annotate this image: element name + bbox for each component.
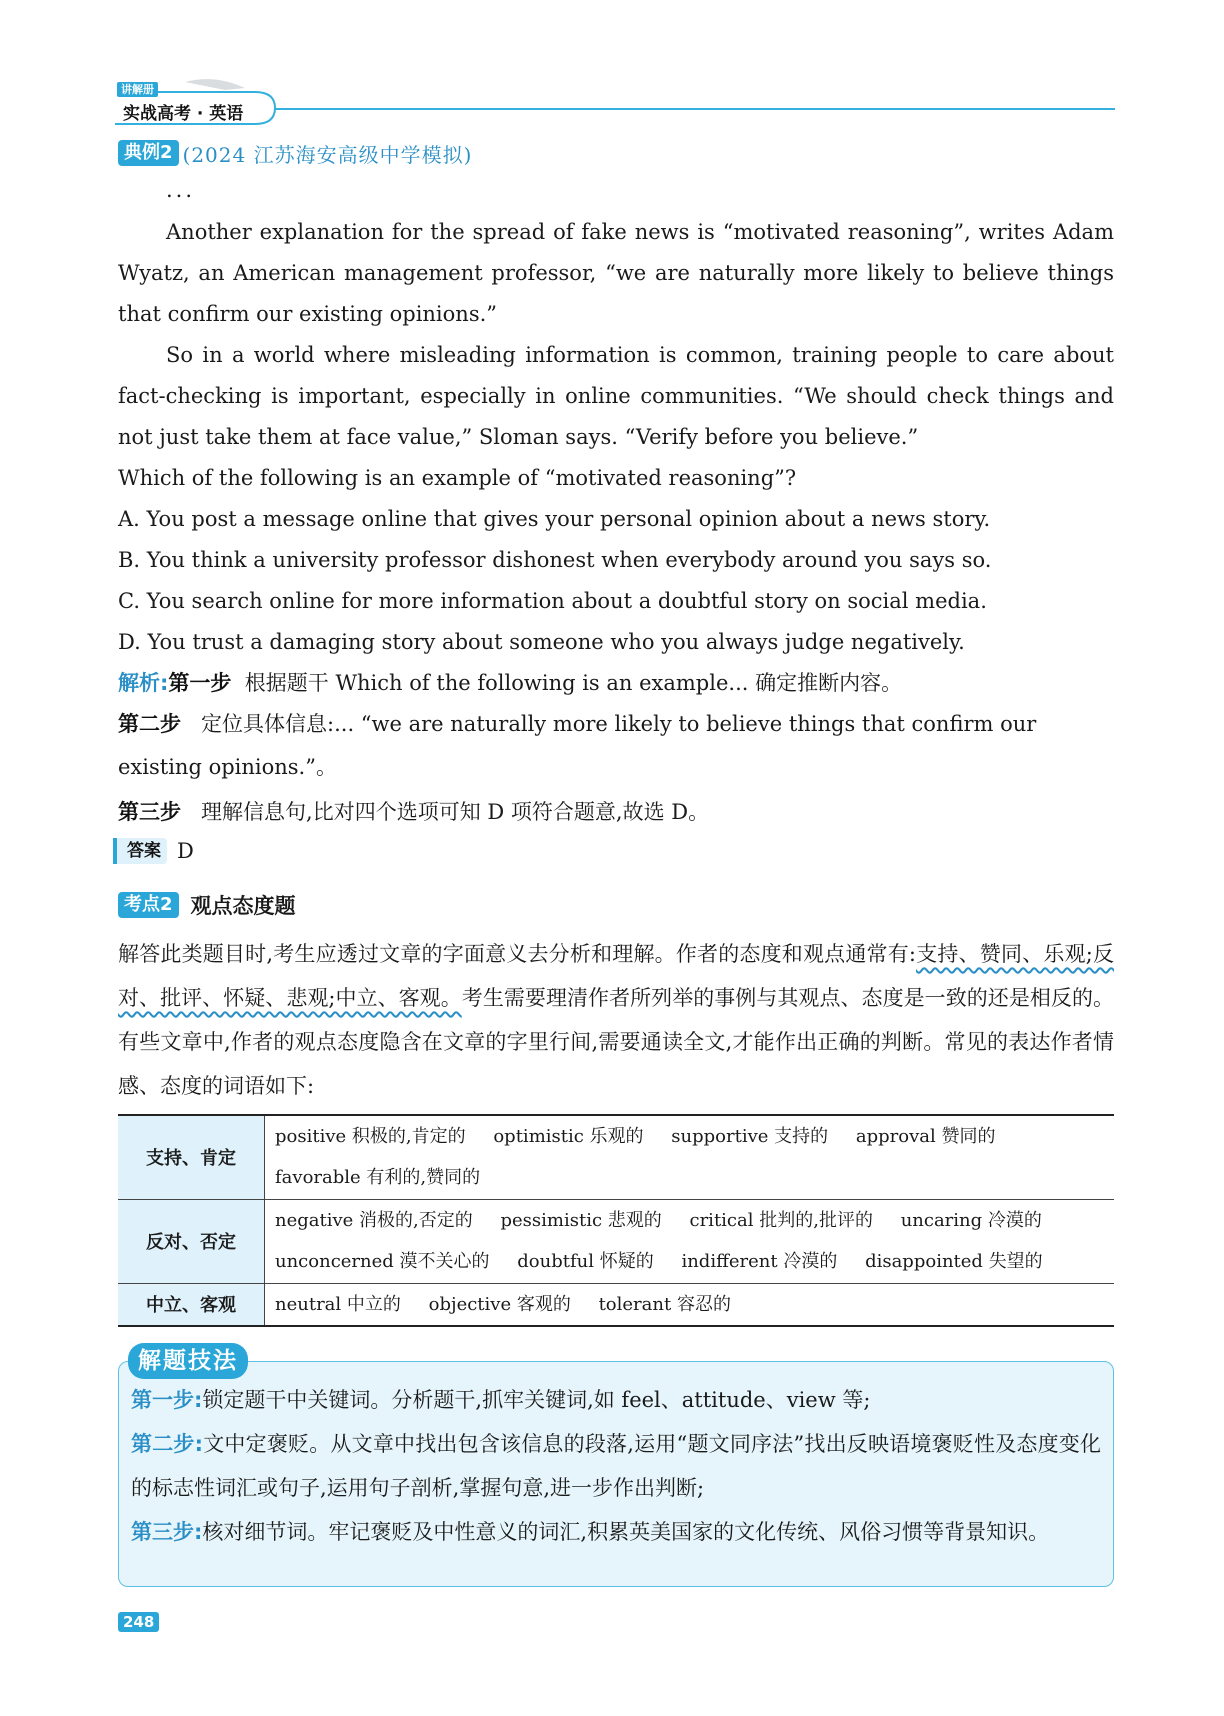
vocab-word: supportive 支持的 — [671, 1126, 829, 1148]
vocab-word: positive 积极的,肯定的 — [275, 1126, 466, 1148]
vocab-word: tolerant 容忍的 — [598, 1293, 731, 1315]
option-a: A. You post a message online that gives your personal opinion about a news story. — [118, 507, 991, 531]
header-rule — [275, 108, 1115, 110]
table-category: 反对、否定 — [118, 1199, 265, 1283]
section-title: 观点态度题 — [190, 894, 296, 918]
example-heading — [118, 138, 472, 168]
intro-text-start: 解答此类题目时,考生应透过文章的字面意义去分析和理解。作者的态度和观点通常有: — [118, 942, 917, 966]
vocab-word: favorable 有利的,赞同的 — [275, 1167, 481, 1189]
vocab-word: disappointed 失望的 — [865, 1251, 1043, 1272]
step-3-text: 理解信息句,比对四个选项可知 D 项符合题意,故选 D。 — [201, 800, 710, 824]
option-d: D. You trust a damaging story about someone who you always judge negatively. — [118, 630, 965, 654]
analysis-step-1 — [118, 663, 1114, 704]
option-b: B. You think a university professor dishonest when everybody around you says so. — [118, 548, 992, 572]
vocab-word: approval 赞同的 — [855, 1126, 996, 1148]
table-category: 支持、肯定 — [118, 1115, 265, 1199]
table-row — [118, 1199, 1114, 1283]
section-intro-paragraph — [118, 932, 1114, 1108]
attitude-vocab-table — [118, 1114, 1114, 1327]
answer-label: 答案 — [113, 838, 167, 864]
vocab-word: negative 消极的,否定的 — [275, 1210, 473, 1231]
answer-value: D — [177, 839, 194, 863]
vocab-word: critical 批判的,批评的 — [689, 1210, 873, 1231]
tips-title: 解题技法 — [128, 1343, 248, 1379]
table-words — [265, 1115, 1115, 1199]
example-source: (2024 江苏海安高级中学模拟) — [182, 142, 473, 167]
intro-text-end: 考生需要理清作者所列举的事例与其观点、态度是一致的还是相反的。有些文章中,作者的观点态度隐含在文章的字里行间,需要通读全文,才能作出正确的判断。常见的表达作者情感、态度的词语如下: — [118, 986, 1115, 1098]
tip-step-3 — [131, 1510, 1101, 1554]
book-title: 实战高考 · 英语 — [123, 104, 244, 124]
step-2-text-a: 定位具体信息:... “we are naturally more likely to believe things that confirm our — [201, 712, 1037, 736]
passage-paragraph-2: So in a world where misleading information is common, training people to care about fact-checking is important, especially in online communities. “We should check things and not just take them at face value,” Sloman says. “Verify before you believe.” — [118, 343, 1114, 449]
book-section-tag: 讲解册 — [117, 82, 158, 97]
vocab-word: uncaring 冷漠的 — [900, 1210, 1042, 1231]
tips-content — [131, 1378, 1101, 1554]
analysis-label: 解析: — [118, 671, 169, 695]
tip-step-3-text: 核对细节词。牢记褒贬及中性意义的词汇,积累英美国家的文化传统、风俗习惯等背景知识。 — [202, 1520, 1050, 1544]
vocab-word: objective 客观的 — [428, 1293, 571, 1315]
step-3-label: 第三步 — [118, 800, 181, 824]
tip-step-1 — [131, 1378, 1101, 1422]
step-1-label: 第一步 — [168, 671, 232, 695]
analysis-step-2 — [118, 704, 1114, 745]
step-2-label: 第二步 — [118, 712, 181, 736]
table-row — [118, 1283, 1114, 1326]
tip-step-2-text: 文中定褒贬。从文章中找出包含该信息的段落,运用“题文同序法”找出反映语境褒贬性及态度变化的标志性词汇或句子,运用句子剖析,掌握句意,进一步作出判断; — [131, 1432, 1101, 1500]
vocab-word: indifferent 冷漠的 — [681, 1251, 838, 1272]
question-stem: Which of the following is an example of “motivated reasoning”? — [118, 466, 797, 490]
section-heading — [118, 889, 296, 921]
tip-step-1-text: 锁定题干中关键词。分析题干,抓牢关键词,如 feel、attitude、view 等; — [202, 1388, 871, 1412]
example-tag: 典例2 — [118, 140, 179, 166]
vocab-word: neutral 中立的 — [275, 1293, 401, 1315]
table-category: 中立、客观 — [118, 1283, 265, 1326]
page-number: 248 — [118, 1612, 159, 1632]
vocab-word: optimistic 乐观的 — [493, 1126, 644, 1148]
vocab-word: unconcerned 漠不关心的 — [275, 1251, 490, 1272]
step-2-text-b: existing opinions.”。 — [118, 755, 337, 779]
page-header — [115, 78, 1115, 128]
passage-ellipsis: ... — [166, 178, 196, 202]
intro-text-underlined: 支持、赞同、乐观;反对、批评、怀疑、悲观;中立、客观。 — [118, 942, 1115, 1010]
table-words — [265, 1199, 1115, 1283]
analysis-step-3 — [118, 792, 1114, 833]
table-words — [265, 1283, 1115, 1326]
tip-step-1-label: 第一步: — [131, 1388, 203, 1412]
step-1-text: 根据题干 Which of the following is an example... 确定推断内容。 — [244, 671, 903, 695]
answer-row — [113, 836, 194, 866]
vocab-word: doubtful 怀疑的 — [517, 1251, 654, 1272]
vocab-word: pessimistic 悲观的 — [500, 1210, 662, 1231]
tip-step-2 — [131, 1422, 1101, 1510]
tip-step-2-label: 第二步: — [131, 1432, 204, 1456]
section-tag: 考点2 — [118, 892, 179, 918]
option-c: C. You search online for more information about a doubtful story on social media. — [118, 589, 987, 613]
table-row — [118, 1115, 1114, 1199]
tip-step-3-label: 第三步: — [131, 1520, 203, 1544]
passage-paragraph-1: Another explanation for the spread of fake news is “motivated reasoning”, writes Adam Wyatz, an American management professor, “we are naturally more likely to believe things that confirm our existing opinions.” — [118, 220, 1114, 326]
